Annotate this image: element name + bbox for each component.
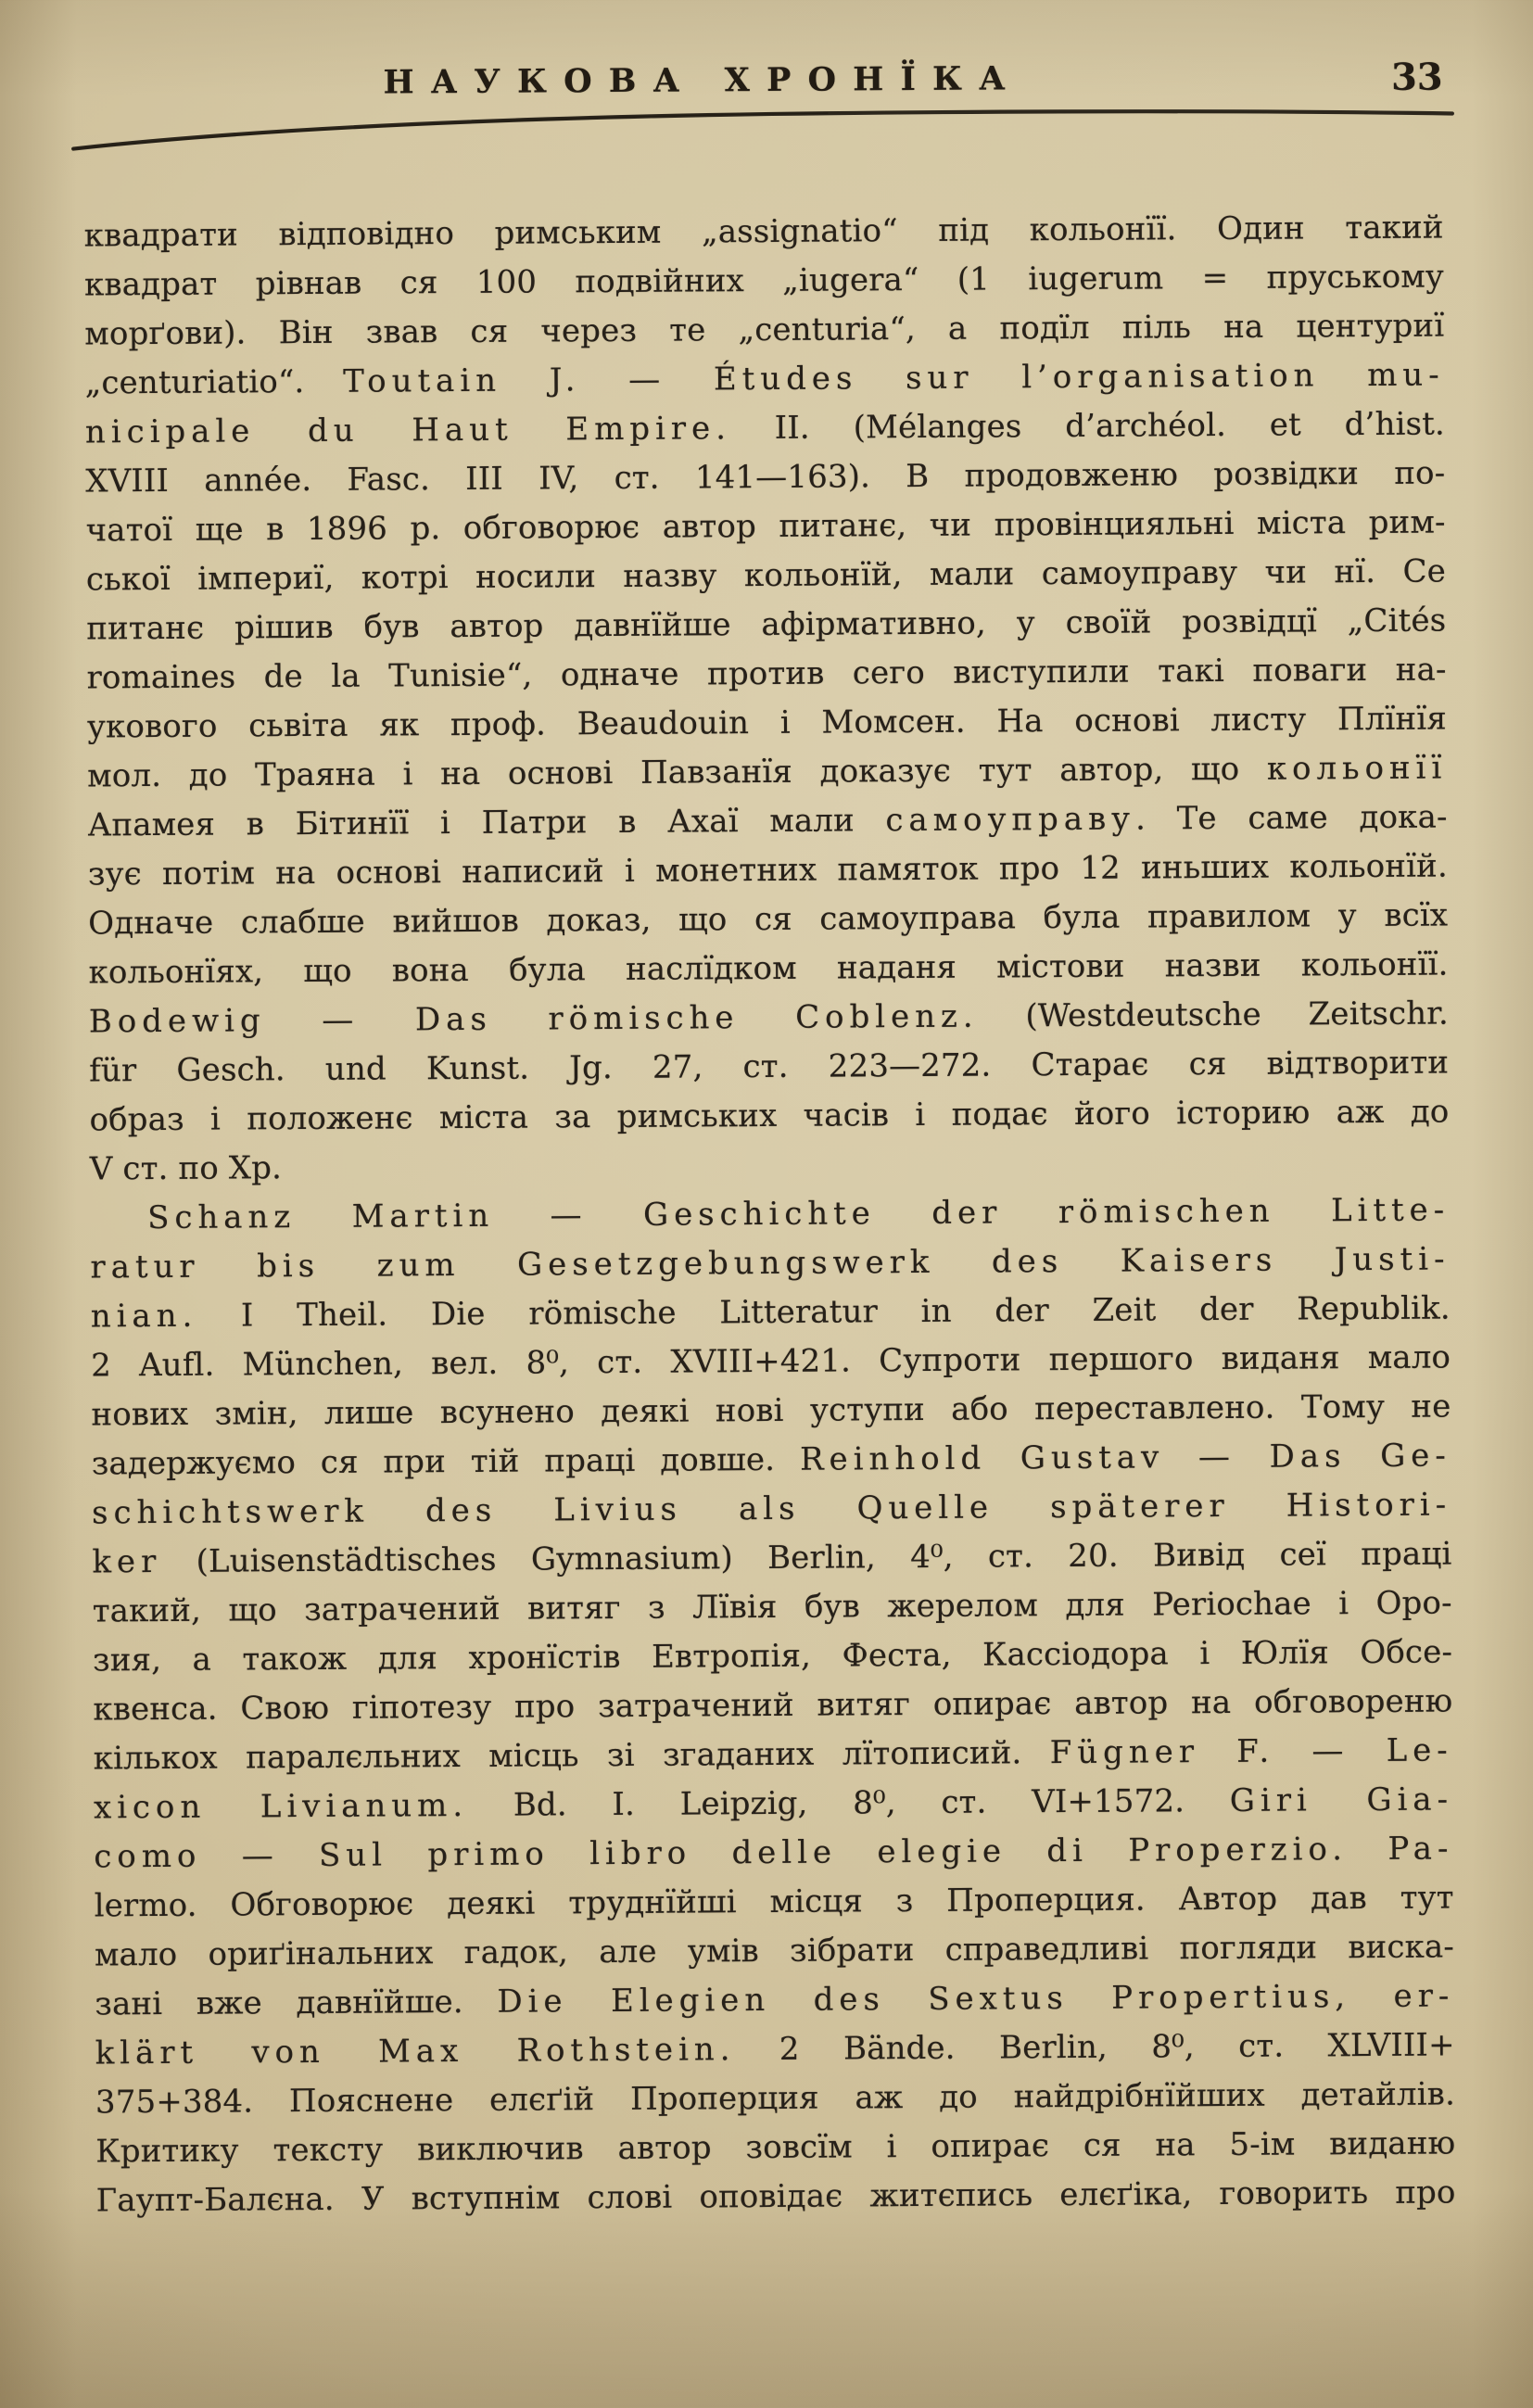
text-line [92, 1431, 1451, 1489]
body-text: кольонїях, що вона була наслїдком наданя містови назви кольонїї. [88, 945, 1449, 992]
body-text: кількох паралєльних місць зі згаданих лїтописий. [93, 1734, 1050, 1778]
page-number: 33 [1390, 55, 1443, 99]
body-text: зані вже давнїйше. [95, 1983, 498, 2023]
text-line [88, 892, 1448, 949]
text-line [91, 1285, 1451, 1342]
text-block [84, 204, 1456, 2226]
text-line [87, 793, 1447, 851]
text-line [94, 1775, 1453, 1832]
body-text: Гаупт-Балєна. У вступнім слові оповідає житєпись елєґіка, говорить про [95, 2174, 1456, 2220]
spaced-emphasis-text: ker [92, 1543, 162, 1581]
text-line [89, 1088, 1449, 1146]
body-text: (Luisenstädtisches Gymnasium) Berlin, 4⁰, ст. 20. Вивід сеї праці [161, 1535, 1452, 1581]
body-text: нових змін, лише всунено деякі нові уступи або переставлено. Тому не [91, 1388, 1451, 1434]
text-line [85, 499, 1445, 556]
spaced-emphasis-text: ratur bis zum Gesetzgebungswerk des Kaisers Justi- [90, 1240, 1451, 1286]
body-text: такий, що затрачений витяг з Лївія був жерелом для Periochae і Оро- [92, 1584, 1452, 1630]
text-line [95, 1873, 1454, 1931]
spaced-emphasis-text: Die Elegien des Sextus Propertius, er- [497, 1977, 1455, 2021]
text-line [90, 1137, 1450, 1195]
body-text: Апамея в Бітинїї і Патри в Ахаї мали [87, 802, 886, 844]
body-text: . Те саме дока- [1134, 798, 1448, 838]
body-text: квадрати відповідно римським „assignatio“ під кольонїї. Один такий [83, 209, 1444, 255]
text-line [93, 1677, 1452, 1734]
text-line [85, 450, 1445, 507]
text-line [86, 548, 1446, 605]
body-text: квадрат рівнав ся 100 подвійних „iugera“ (1 iugerum = пруському [83, 258, 1445, 304]
body-text: II. (Mélanges d’archéol. et d’hist. [730, 405, 1446, 448]
text-line [87, 695, 1447, 753]
text-line [84, 204, 1444, 261]
spaced-emphasis-text: klärt von Max Rothstein. [95, 2031, 736, 2072]
text-line [91, 1334, 1451, 1391]
body-text: мол. до Траяна і на основі Павзанїя доказує тут автор, що [87, 750, 1268, 795]
text-line [84, 351, 1444, 409]
spaced-emphasis-text: xicon Livianum. [93, 1786, 469, 1827]
text-line [95, 2070, 1455, 2127]
text-line [95, 2119, 1455, 2176]
body-text: I Theil. Die römische Litteratur in der Zeit der Republik. [197, 1289, 1451, 1335]
body-text: чатої ще в 1896 р. обговорює автор питанє, чи провінцияльні міста рим- [85, 503, 1446, 550]
spaced-emphasis-text: Bodewig — Das römische Coblenz. [88, 997, 979, 1041]
spaced-emphasis-text: Schanz Martin — Geschichte der römischen Litte- [147, 1191, 1451, 1237]
body-text: Bd. I. Leipzig, 8⁰, ст. VI+1572. [467, 1781, 1230, 1824]
body-text: морґови). Він звав ся через те „centuria“, а подїл піль на центуриї [84, 307, 1445, 353]
body-text: lermo. Обговорює деякі труднїйші місця з Проперция. Автор дав тут [94, 1879, 1454, 1925]
body-text: мало ориґінальних гадок, але умів зібрати справедливі погляди виска- [94, 1928, 1455, 1974]
body-text: Критику тексту виключив автор зовсїм і опирає ся на 5-ім виданю [95, 2124, 1456, 2171]
text-line [93, 1628, 1452, 1685]
text-line [86, 646, 1446, 703]
spaced-emphasis-text: Reinhold Gustav — Das Ge- [799, 1437, 1451, 1478]
body-text: квенса. Свою гіпотезу про затрачений витяг опирає автор на обговореню [93, 1682, 1453, 1729]
text-line [88, 941, 1448, 998]
text-line [95, 2021, 1455, 2078]
text-line [84, 302, 1444, 360]
text-line [91, 1383, 1451, 1440]
spaced-emphasis-text: самоуправу [885, 800, 1136, 840]
running-header-title: НАУКОВА ХРОНЇКА [383, 59, 1022, 102]
text-line [94, 1824, 1453, 1882]
text-line [87, 744, 1447, 802]
text-line [95, 2168, 1455, 2225]
body-text: 2 Aufl. München, вел. 8⁰, ст. XVIII+421. Супроти першого виданя мало [91, 1338, 1451, 1385]
spaced-emphasis-text: schichtswerk des Livius als Quelle späterer Histori- [91, 1486, 1452, 1532]
text-line [90, 1186, 1450, 1244]
body-text: питанє рішив був автор давнїйше афірмативно, у своїй розвідцї „Cités [86, 602, 1447, 648]
body-text: romaines de la Tunisie“, одначе против сего виступили такі поваги на- [86, 651, 1447, 697]
body-text: задержуємо ся при тій праці довше. [91, 1440, 801, 1483]
body-text: 375+384. Пояснене елєґій Проперция аж до найдрібнїйших детайлів. [95, 2075, 1456, 2122]
body-text: зує потім на основі написий і монетних памяток про 12 иньших кольонїй. [87, 847, 1448, 893]
text-line [95, 1971, 1454, 2029]
header-rule-ornament [68, 101, 1458, 152]
body-text: 2 Bände. Berlin, 8⁰, ст. XLVIII+ [735, 2026, 1455, 2069]
body-text: ської імпериї, котрі носили назву кольонїй, мали самоуправу чи нї. Се [85, 552, 1447, 599]
spaced-emphasis-text: Fügner F. — Le- [1049, 1731, 1453, 1772]
text-line [92, 1480, 1451, 1538]
spaced-emphasis-text: Toutain J. — Études sur l’organisation mu- [343, 356, 1445, 400]
running-header [83, 50, 1443, 110]
spaced-emphasis-text: nicipale du Haut Empire. [84, 410, 732, 451]
text-line [85, 400, 1445, 458]
spaced-emphasis-text: Giri Gia- [1229, 1781, 1454, 1819]
body-text: укового сьвіта як проф. Beaudouin і Момсен. На основі листу Плїнїя [86, 700, 1448, 746]
spaced-emphasis-text: como — Sul primo libro delle elegie di Properzio. Pa- [94, 1830, 1454, 1876]
text-line [93, 1578, 1452, 1636]
text-line [95, 1922, 1454, 1980]
text-line [89, 990, 1449, 1047]
body-text: (Westdeutsche Zeitschr. [978, 995, 1449, 1035]
body-text: „centuriatio“. [84, 362, 344, 402]
text-line [84, 253, 1444, 311]
body-text: зия, а також для хронїстів Евтропія, Феста, Кассіодора і Юлїя Обсе- [92, 1633, 1453, 1679]
body-text: XVIII année. Fasc. III IV, ст. 141—163). В продовженю розвідки по- [85, 454, 1446, 501]
spaced-emphasis-text: nian. [90, 1297, 198, 1336]
body-text: für Gesch. und Kunst. Jg. 27, ст. 223—272. Старає ся відтворити [89, 1044, 1450, 1090]
text-line [94, 1726, 1453, 1783]
text-line [86, 597, 1446, 654]
body-text: образ і положенє міста за римських часів і подає його історию аж до [89, 1093, 1450, 1139]
text-line [89, 1039, 1449, 1096]
text-line [88, 843, 1448, 900]
spaced-emphasis-text: кольонїї [1266, 749, 1448, 788]
text-line [92, 1529, 1451, 1587]
body-text: V ст. по Хр. [89, 1149, 283, 1188]
body-text: Одначе слабше вийшов доказ, що ся самоуправа була правилом у всїх [88, 896, 1449, 943]
text-line [90, 1236, 1450, 1293]
